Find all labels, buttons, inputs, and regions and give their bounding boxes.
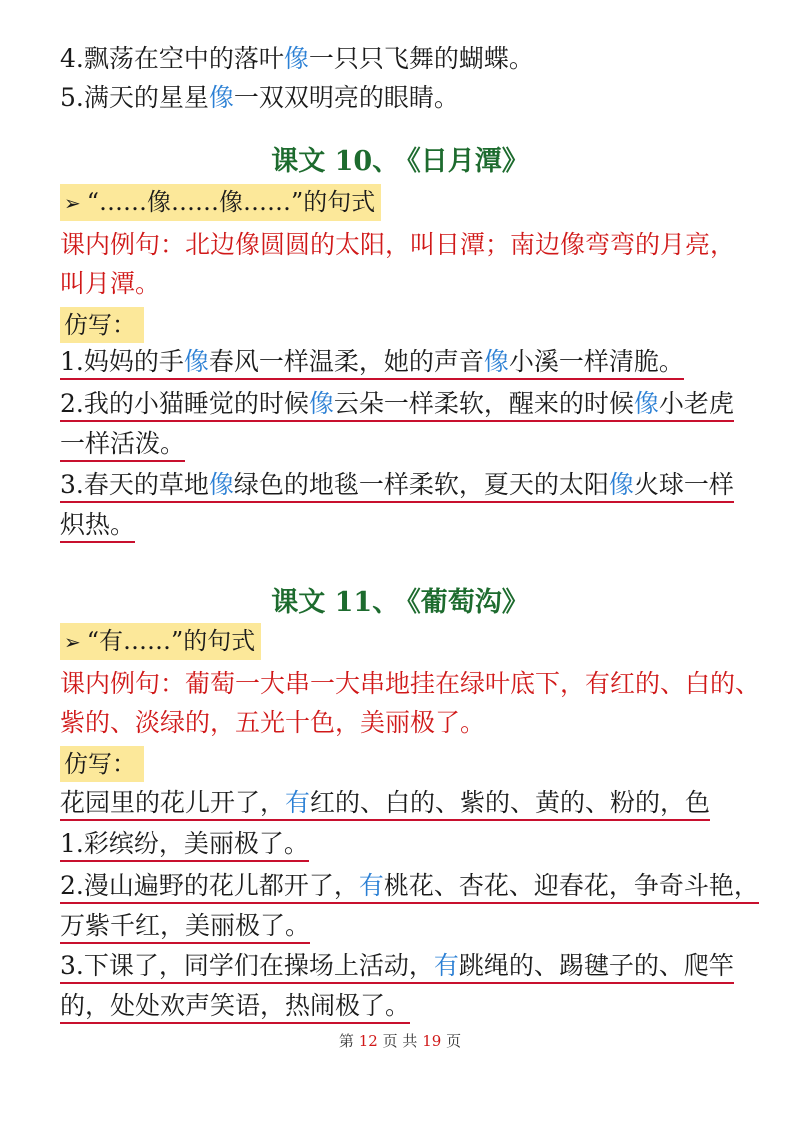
keyword: 像	[208, 470, 234, 499]
section-11-pattern: ➢ “有……”的句式	[60, 623, 261, 660]
section-11-line-1: 1.彩缤纷，美丽极了。	[60, 827, 309, 861]
section-11-example-1: 课内例句：葡萄一大串一大串地挂在绿叶底下，有红的、白的、	[60, 669, 761, 698]
section-11-line-2: 2.漫山遍野的花儿都开了，有桃花、杏花、迎春花，争奇斗艳，	[60, 869, 759, 903]
section-10-line-1: 1.妈妈的手像春风一样温柔，她的声音像小溪一样清脆。	[60, 345, 684, 379]
total-pages: 19	[422, 1032, 442, 1050]
keyword: 像	[308, 389, 334, 418]
sentence-4: 4.飘荡在空中的落叶像一只只飞舞的蝴蝶。	[60, 44, 534, 73]
arrow-icon: ➢	[64, 191, 81, 215]
section-10-example-2: 叫月潭。	[60, 269, 161, 298]
current-page: 12	[358, 1032, 378, 1050]
keyword: 有	[358, 871, 384, 900]
section-10-heading: 课文 10、 《日月潭》	[271, 146, 529, 177]
section-10-line-2: 2.我的小猫睡觉的时候像云朵一样柔软，醒来的时候像小老虎	[60, 387, 734, 421]
keyword: 有	[433, 951, 459, 980]
section-11-line-0: 花园里的花儿开了，有红的、白的、紫的、黄的、粉的，色	[60, 786, 710, 820]
section-10-example-1: 课内例句：北边像圆圆的太阳，叫日潭；南边像弯弯的月亮，	[60, 230, 736, 259]
keyword: 像	[208, 83, 234, 112]
keyword: 像	[483, 347, 509, 376]
arrow-icon: ➢	[64, 630, 81, 654]
section-11-line-3: 3.下课了，同学们在操场上活动，有跳绳的、踢毽子的、爬竿	[60, 949, 734, 983]
section-10-line-2b: 一样活泼。	[60, 427, 185, 461]
section-11-example-2: 紫的、淡绿的，五光十色，美丽极了。	[60, 708, 486, 737]
section-11-heading: 课文 11、 《葡萄沟》	[271, 587, 529, 618]
section-11-imitate-label: 仿写：	[60, 746, 144, 782]
keyword: 像	[633, 389, 659, 418]
page-footer: 第 12 页 共 19 页	[338, 1032, 462, 1050]
section-10-line-3: 3.春天的草地像绿色的地毯一样柔软，夏天的太阳像火球一样	[60, 468, 734, 502]
keyword: 像	[183, 347, 209, 376]
section-10-line-3b: 炽热。	[60, 508, 135, 542]
section-10-pattern: ➢ “……像……像……”的句式	[60, 184, 381, 221]
section-11-line-2b: 万紫千红，美丽极了。	[60, 909, 310, 943]
keyword: 像	[608, 470, 634, 499]
section-10-imitate-label: 仿写：	[60, 307, 144, 343]
sentence-5: 5.满天的星星像一双双明亮的眼睛。	[60, 83, 459, 112]
section-11-line-3b: 的，处处欢声笑语，热闹极了。	[60, 989, 410, 1023]
keyword: 有	[285, 788, 311, 817]
keyword: 像	[283, 44, 309, 73]
